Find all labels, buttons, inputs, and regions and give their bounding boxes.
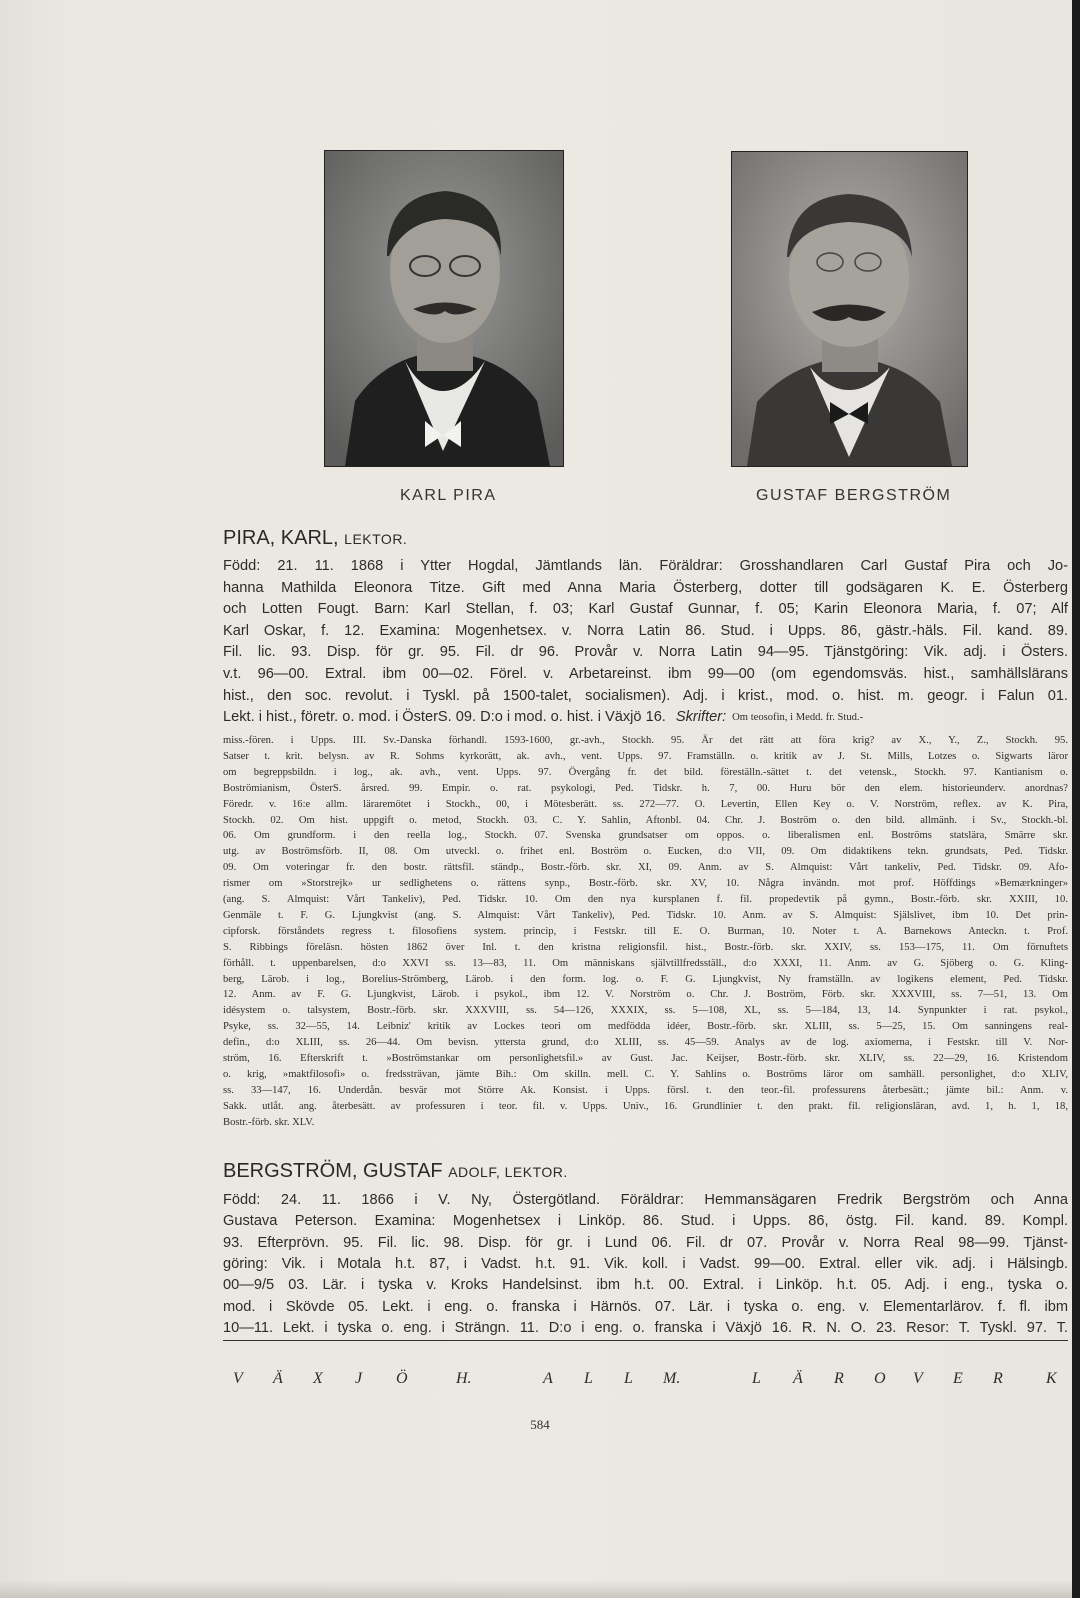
footer-letter: L xyxy=(624,1370,633,1387)
footer-letter: X xyxy=(313,1370,323,1387)
footer-letter: Ä xyxy=(793,1370,803,1387)
skrifter-label: Skrifter: xyxy=(675,709,727,726)
writings-line: utg. av Boströmsförb. II, 08. Om utveckl. o. frihet enl. Boström o. Eucken, d:o VII, 09. Om didaktikens tekn. grundsats, Ped. Tidskr. xyxy=(223,846,1068,858)
writings-line: miss.-fören. i Upps. III. Sv.-Danska förhandl. 1593-1600, gr.-avh., Stockh. 95. Är det rätt att föra krig? av X., Y., Z., Stockh. 95. xyxy=(223,735,1068,746)
writings-line: idésystem o. talsystem, Bostr.-förb. skr. XXXVIII, ss. 54—126, XXXIX, ss. 5—108, XL, ss. 5—184, 13, 14. Synpunkter i rat. psykol., xyxy=(223,1005,1068,1017)
writings-line: Föredr. v. 16:e allm. läraremötet i Stockh., 00, i Mötesberätt. ss. 272—77. O. Levertin, Ellen Key o. V. Norström, reflex. av K. Pira, xyxy=(223,798,1068,810)
caption-gustaf-bergstrom: GUSTAF BERGSTRÖM xyxy=(756,487,952,504)
body-line: Född: 21. 11. 1868 i Ytter Hogdal, Jämtlands län. Föräldrar: Grosshandlaren Carl Gustaf Pira och Jo- xyxy=(223,558,1068,574)
footer-letter: R xyxy=(993,1370,1003,1387)
writings-line: 09. Om voteringar fr. den bostr. rättsfil. ständp., Bostr.-förb. skr. XI, 09. Anm. av S. Almquist: Vårt tankeliv, Ped. Tidskr. 09. Afo- xyxy=(223,862,1068,874)
page-shadow xyxy=(0,1580,1072,1598)
entry-heading-pira xyxy=(223,527,407,550)
writings-line: Sakk. utlåt. ang. återbesätt. av professuren i teor. fil. v. Upps. Univ., 16. Grundlinier t. den prakt. fil. religionsläran, avd. 1, h. 1, 18, xyxy=(223,1100,1068,1112)
writings-line: 12. Anm. av F. G. Ljungkvist, Lärob. i psykol., ibm 12. V. Norström o. Chr. J. Boström, Förb. skr. XXXVIII, ss. 7—51, 13. Om xyxy=(223,989,1068,1001)
writings-line: 06. Om grundform. i den reella log., Stockh. 07. Svenska grundsatser om oppos. o. liberalismen enl. Boströms statslära, Smärre skr. xyxy=(223,830,1068,842)
footer-letter: H. xyxy=(456,1370,472,1387)
body-line: 00—9/5 03. Lär. i tyska v. Kroks Handelsinst. ibm h.t. 00. Extral. i Linköp. h.t. 05. Adj. i eng., tyska o. xyxy=(223,1277,1068,1294)
footer-letter: L xyxy=(584,1370,593,1387)
writings-line: Satser t. krit. belysn. av R. Sohms kyrkorätt, ak. avh., vent. Upps. 97. Framställn. o. kritik av J. St. Mills, Lotzes o. Sigwarts läror xyxy=(223,750,1068,762)
body-line: 10—11. Lekt. i tyska o. eng. i Strängn. 11. D:o i eng. o. franska i Växjö 16. R. N. O. 23. Resor: T. Tyskl. 97. T. xyxy=(223,1319,1068,1336)
writings-line: defin., d:o XLIII, ss. 26—44. Om bevisn. yttersta grund, d:o XLIII, ss. 45—59. Analys av de log. axiomerna, i Festskr. till V. Nor- xyxy=(223,1037,1068,1049)
writings-line: om begreppsbildn. i log., ak. avh., vent. Upps. 97. Övergång fr. det bild. föreställn.-sättet t. det vetensk., Stockh. 97. Kantianism o. xyxy=(223,766,1068,778)
writings-line: (ang. S. Almquist: Vårt Tankeliv), Ped. Tidskr. 10. Om den nya kursplanen f. fil. propedevtik på gymn., Bostr.-förb. skr. XXIII, 10. xyxy=(223,894,1068,905)
body-line: Fil. lic. 93. Disp. för gr. 95. Fil. dr 96. Provår v. Norra Latin 94—95. Tjänstgöring: Vik. adj. i Östers. xyxy=(223,644,1068,661)
footer-letter: Ä xyxy=(273,1370,283,1387)
footer-letter: Ö xyxy=(396,1370,408,1387)
body-line: och Lotten Fougt. Barn: Karl Stellan, f. 03; Karl Gustaf Gunnar, f. 05; Karin Eleonora Maria, f. 07; Alf xyxy=(223,601,1068,618)
writings-line: Stockh. 02. Om hist. uppgift o. metod, Stockh. 03. C. Y. Sahlin, Aftonbl. 04. Chr. J. Boström o. den bild. allmänh. i Sv., Stockh.-bl. xyxy=(223,814,1068,826)
footer-letter: V xyxy=(913,1370,923,1387)
body-line: Gustava Peterson. Examina: Mogenhetsex i Linköp. 86. Stud. i Upps. 86, östg. Fil. kand. 89. Kompl. xyxy=(223,1213,1068,1230)
body-line: hanna Mathilda Eleonora Titze. Gift med Anna Maria Österberg, dotter till godsägaren K. E. Österberg xyxy=(223,579,1068,596)
body-line: 93. Efterprövn. 95. Fil. lic. 98. Disp. för gr. i Lund 06. Fil. dr 07. Provår v. Norra Real 98—99. Tjänst- xyxy=(223,1234,1068,1251)
writings-line: Psyke, ss. 32—55, 14. Leibniz' kritik av Lockes teori om medfödda idéer, Bostr.-förb. skr. XLIII, ss. 5—25, 15. Om sanningens real- xyxy=(223,1021,1068,1033)
footer-letter: K xyxy=(1046,1370,1057,1387)
body-line: Karl Oskar, f. 12. Examina: Mogenhetsex. v. Norra Latin 86. Stud. i Upps. 86, gästr.-häls. Fil. kand. 89. xyxy=(223,622,1068,639)
writings-line: Bostr.-förb. skr. XLV. xyxy=(223,1116,315,1128)
writings-line: ss. 33—147, 16. Underdån. besvär mot Större Ak. Konsist. i Upps. försl. t. den teor.-fil. professurens återbesätt.; jämte bil.: Anm. v. xyxy=(223,1084,1068,1096)
footer-letter: E xyxy=(953,1370,963,1387)
portrait-gustaf-bergstrom xyxy=(731,151,968,467)
writings-line: Boströmianism, ÖsterS. årsred. 99. Empir. o. rat. psykologi, Ped. Tidskr. h. 7, 00. Huru bör den elem. historieunderv. anordnas? xyxy=(223,782,1068,794)
writings-line: o. krig, »maktfilosofi» o. fredssträvan, jämte Bih.: Om skilln. mell. C. Y. Sahlins o. Boströms läror om samhäll. personlighet, d:o XLIV, xyxy=(223,1068,1068,1080)
entry-title: ADOLF, LEKTOR. xyxy=(448,1164,568,1180)
writings-line: Om teosofin, i Medd. fr. Stud.- xyxy=(732,712,864,724)
writings-line: S. Ribbings föreläsn. hösten 1862 över Inl. t. den kristna religionsfil. hist., Bostr.-förb. skr. XXIV, ss. 153—175, 11. Om förnuftets xyxy=(223,941,1068,953)
writings-line: berg, Lärob. i log., Borelius-Strömberg, Lärob. i den form. log. o. F. G. Ljungkvist, Ny framställn. av logikens element, Ped. Tidskr. xyxy=(223,973,1068,985)
body-line: göring: Vik. i Motala h.t. 87, i Vadst. h.t. 91. Vik. koll. i Vadst. 99—00. Extral. eller vik. adj. i Hälsingb. xyxy=(223,1255,1068,1272)
footer-letter: A xyxy=(543,1370,553,1387)
footer-letter: V xyxy=(233,1370,243,1387)
scan-edge xyxy=(1072,0,1080,1598)
portrait-karl-pira xyxy=(324,150,564,467)
body-line: Född: 24. 11. 1866 i V. Ny, Östergötland. Föräldrar: Hemmansägaren Fredrik Bergström och Anna xyxy=(223,1192,1068,1208)
writings-line: rismer om »Storstrejk» ur sedlighetens o. rättens synp., Bostr.-förb. skr. XV, 10. Några invändn. mot prof. Höffdings »Bemærkninger» xyxy=(223,878,1068,890)
body-line: hist., den soc. revolut. i Tyskl. på 1500-talet, socialismen). Adj. i krist., mod. o. hist. m. geogr. i Falun 01. xyxy=(223,687,1068,704)
body-line: Lekt. i hist., företr. o. mod. i ÖsterS. 09. D:o i mod. o. hist. i Växjö 16. xyxy=(223,709,666,726)
footer-letter: J xyxy=(355,1370,363,1387)
writings-line: förhåll. t. uppenbarelsen, d:o XXVI ss. 13—83, 11. Om människans självtillfredsställ., d:o XXXI, 11. Anm. av G. Sjöberg o. G. Kling- xyxy=(223,957,1068,969)
entry-name: PIRA, KARL, xyxy=(223,527,339,549)
caption-karl-pira: KARL PIRA xyxy=(400,487,497,504)
footer-letter: M. xyxy=(663,1370,681,1387)
footer-letter: O xyxy=(874,1370,886,1387)
body-line: v.t. 96—00. Extral. ibm 00—02. Förel. v. Arbetareinst. ibm 99—00 (om egendomsväs. hist., samhällslärans xyxy=(223,666,1068,682)
entry-heading-bergstrom xyxy=(223,1160,568,1183)
footer-letter: R xyxy=(834,1370,844,1387)
writings-line: ström, 16. Efterskrift t. »Boströmstankar om personlighetsfil.» av Gust. Jac. Keijser, Bostr.-förb. skr. XLIV, ss. 22—29, 16. Kristendom xyxy=(223,1053,1068,1064)
page-number: 584 xyxy=(530,1417,550,1432)
writings-line: cipforsk. förståndets regress t. filosofiens system. princip, i Festskr. till E. O. Burman, 10. Noter t. A. Barnekows Anteckn. t. Prof. xyxy=(223,925,1068,937)
writings-line: Genmäle t. F. G. Ljungkvist (ang. S. Almquist: Vårt Tankeliv), Ped. Tidskr. 10. Anm. av S. Almquist: Själslivet, ibm 10. Det prin- xyxy=(223,909,1068,921)
entry-name: BERGSTRÖM, GUSTAF xyxy=(223,1160,443,1182)
footer-rule xyxy=(223,1340,1068,1341)
body-line: mod. i Skövde 05. Lekt. i eng. o. franska i Härnös. 07. Lär. i tyska o. eng. v. Elementarlärov. f. fl. ibm xyxy=(223,1298,1068,1315)
footer-letter: L xyxy=(752,1370,761,1387)
entry-title: LEKTOR. xyxy=(344,531,408,547)
